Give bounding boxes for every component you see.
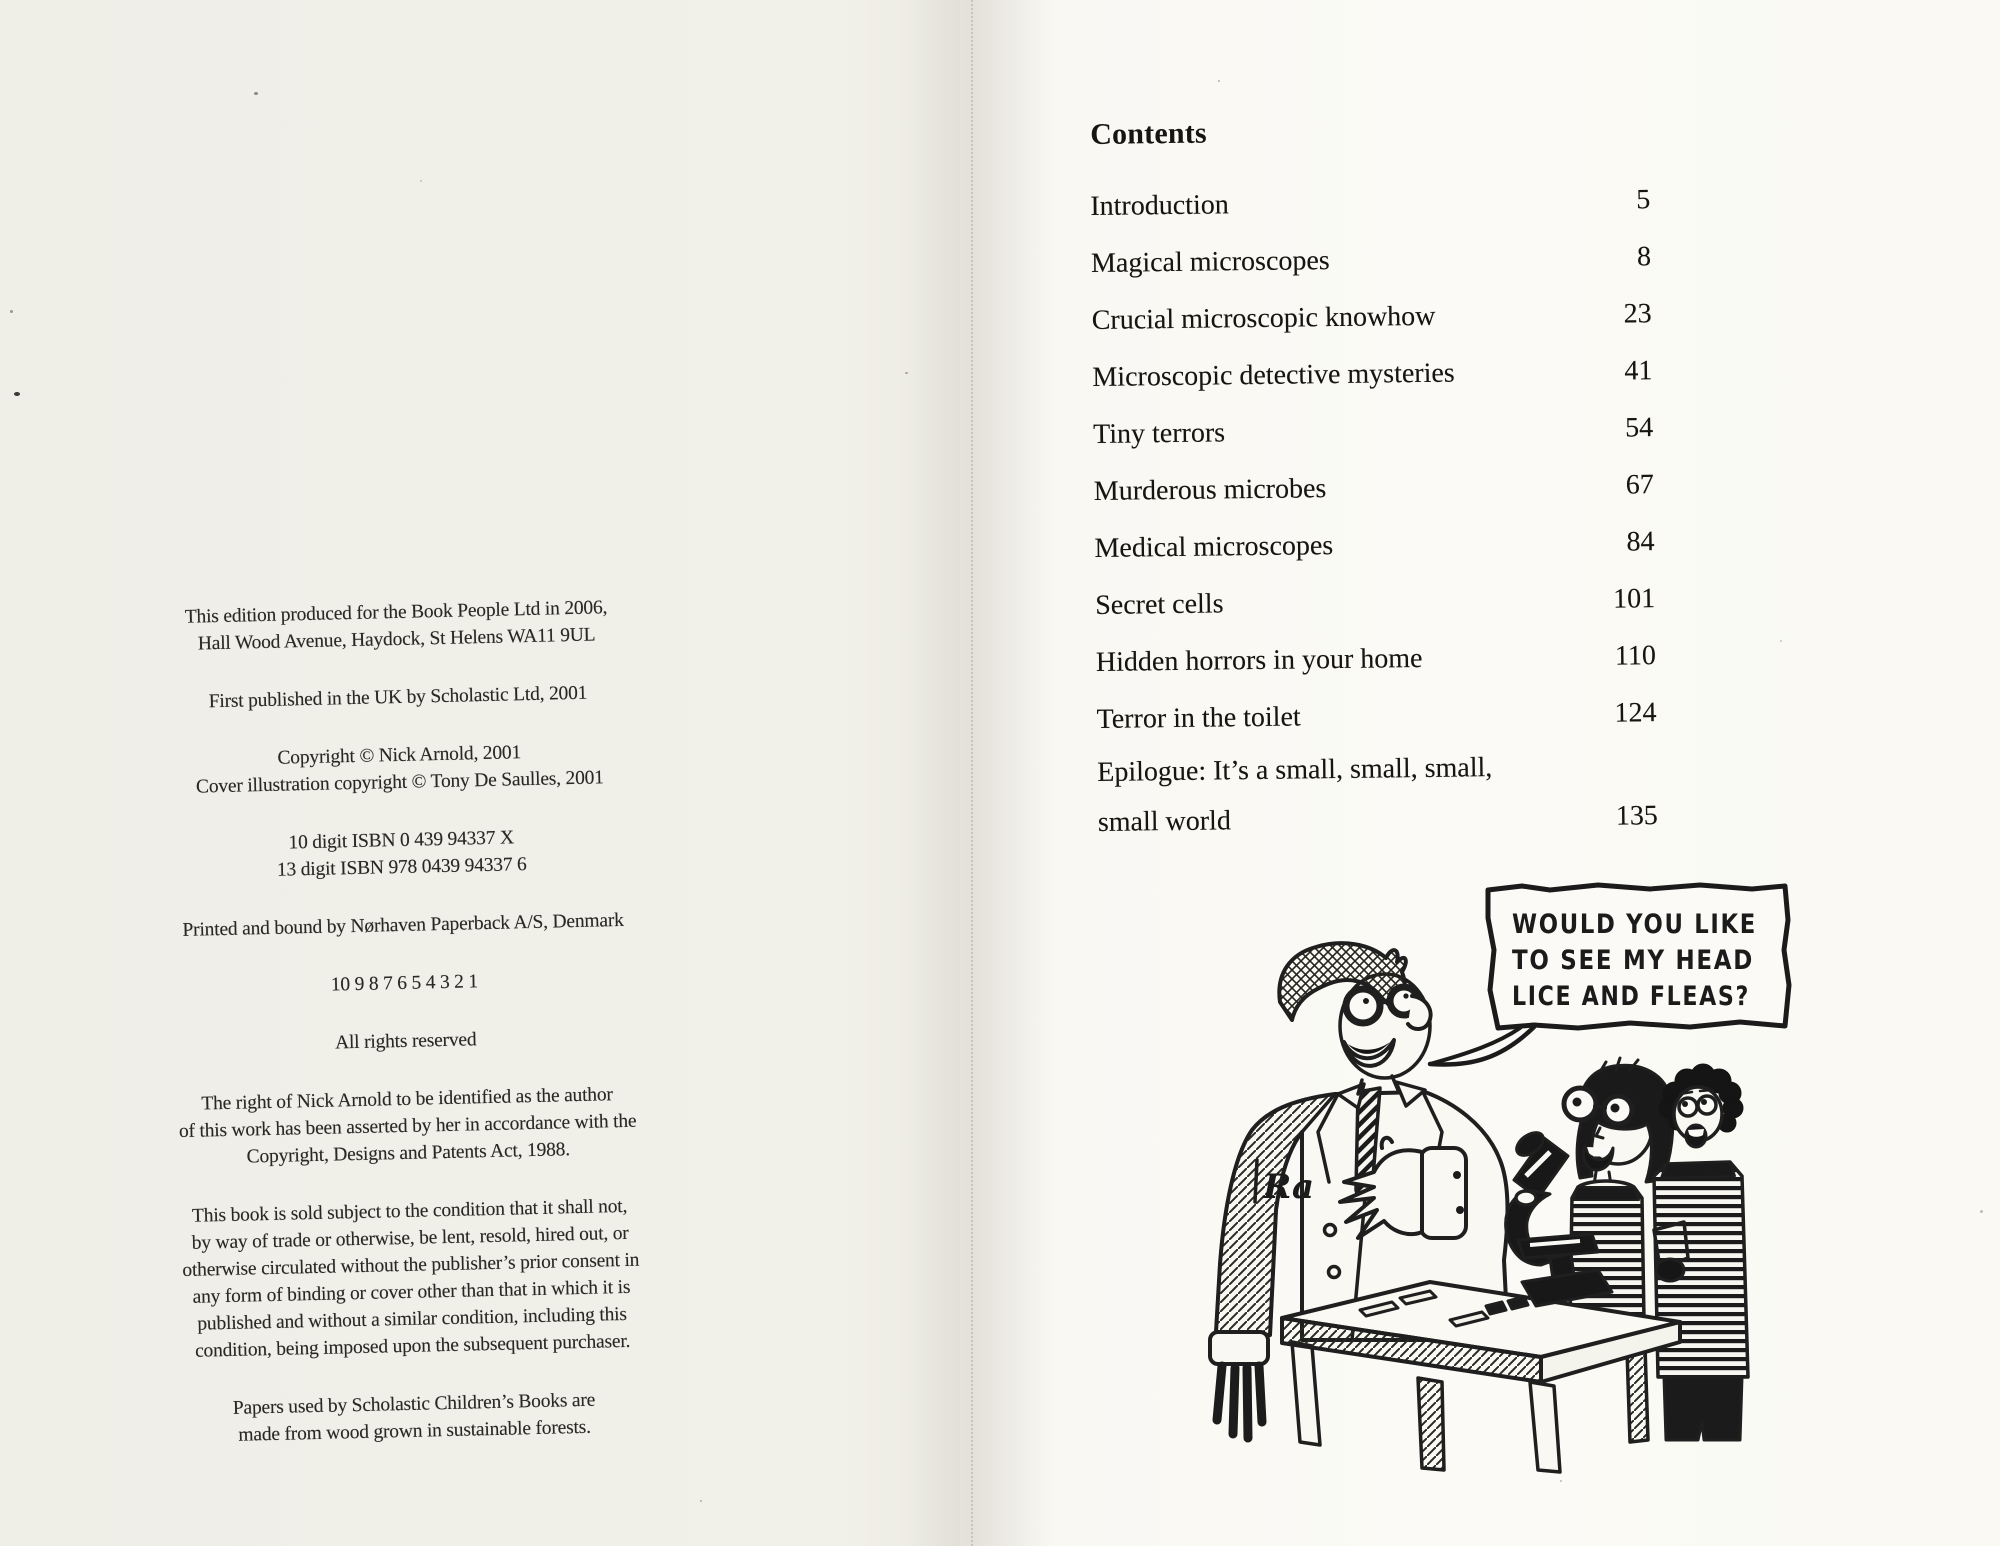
toc-row [1094, 513, 1655, 577]
toc-page-number: 23 [1623, 297, 1652, 329]
toc-label: Hidden horrors in your home [1095, 642, 1423, 678]
dust-speck [1218, 80, 1220, 82]
text-line: condition, being imposed upon the subsequent purchaser. [194, 1330, 631, 1362]
dust-speck [254, 92, 258, 95]
toc-page-number: 8 [1636, 240, 1652, 272]
toc-label: Murderous microbes [1093, 472, 1327, 507]
page-gutter-shadow [905, 0, 1055, 1546]
dust-speck [420, 180, 422, 182]
toc-label: Medical microscopes [1094, 529, 1334, 564]
toc-page-number: 110 [1614, 639, 1657, 672]
text-line: Printed and bound by Nørhaven Paperback A/S, Denmark [182, 909, 624, 941]
contents-title: Contents [1090, 116, 1208, 151]
dust-speck [1780, 640, 1782, 642]
toc-row [1092, 342, 1653, 406]
speech-bubble [1430, 885, 1789, 1065]
text-line: Hall Wood Avenue, Haydock, St Helens WA11 9UL [197, 624, 596, 655]
text-line: made from wood grown in sustainable forests. [238, 1416, 591, 1446]
text-line: The right of Nick Arnold to be identified as the author [201, 1084, 613, 1115]
speech-text-line: TO SEE MY HEAD [1512, 945, 1754, 976]
text-line: All rights reserved [334, 1029, 477, 1054]
toc-row [1093, 399, 1654, 463]
toc-page-number: 5 [1636, 183, 1651, 215]
text-line: 13 digit ISBN 978 0439 94337 6 [276, 854, 527, 881]
toc-row [1096, 627, 1657, 691]
copyright-page-text [75, 561, 735, 1483]
speech-text-line: LICE AND FLEAS? [1512, 981, 1750, 1012]
toc-label: Secret cells [1095, 587, 1224, 621]
text-line: Papers used by Scholastic Children’s Books are [232, 1389, 596, 1419]
toc-label: Magical microscopes [1090, 244, 1330, 279]
toc-label: small world [1097, 805, 1232, 838]
text-line: Copyright © Nick Arnold, 2001 [277, 742, 522, 769]
svg-text:Ra: Ra [1263, 1167, 1315, 1207]
toc-label: Tiny terrors [1092, 416, 1226, 450]
toc-row [1096, 684, 1657, 748]
toc-label: Introduction [1090, 188, 1229, 222]
dust-speck [905, 372, 908, 374]
toc-page-number [1597, 766, 1657, 767]
toc-page-number: 135 [1615, 800, 1659, 832]
text-line: any form of binding or cover other than that in which it is [192, 1276, 631, 1308]
toc-label: Crucial microscopic knowhow [1091, 300, 1436, 336]
speech-text-line: WOULD YOU LIKE [1512, 909, 1757, 940]
toc-page-number: 84 [1626, 525, 1655, 557]
toc-label: Microscopic detective mysteries [1092, 357, 1455, 393]
table [1282, 1282, 1680, 1472]
dust-speck [14, 392, 20, 396]
toc-row [1095, 570, 1656, 634]
text-line: First published in the UK by Scholastic Ltd, 2001 [208, 682, 588, 713]
toc-page-number: 124 [1614, 696, 1657, 729]
toc-row [1090, 171, 1651, 235]
text-line: Cover illustration copyright © Tony De Saulles, 2001 [195, 767, 604, 798]
toc-page-number: 54 [1624, 411, 1654, 443]
toc-label: Terror in the toilet [1096, 700, 1301, 735]
text-line: otherwise circulated without the publisher’s prior consent in [182, 1249, 640, 1282]
toc-row [1091, 285, 1652, 349]
toc-page-number: 41 [1624, 354, 1653, 386]
toc-row [1097, 741, 1658, 798]
text-line: This book is sold subject to the condition that it shall not, [191, 1195, 628, 1227]
text-line: 10 9 8 7 6 5 4 3 2 1 [330, 971, 479, 996]
text-line: by way of trade or otherwise, be lent, resold, hired out, or [191, 1222, 629, 1254]
text-line: This edition produced for the Book People Ltd in 2006, [184, 597, 608, 628]
text-line: published and without a similar condition, including this [197, 1303, 627, 1335]
toc-page-number: 101 [1612, 582, 1656, 615]
text-line: of this work has been asserted by her in accordance with the [178, 1110, 637, 1143]
dust-speck [1980, 1210, 1983, 1213]
toc-row [1093, 456, 1654, 520]
toc-label: Epilogue: It’s a small, small, small, [1097, 752, 1493, 788]
text-line: Copyright, Designs and Patents Act, 1988. [246, 1139, 571, 1168]
dust-speck [700, 1500, 702, 1502]
dust-speck [10, 310, 13, 313]
toc-page-number: 67 [1625, 468, 1654, 500]
toc-row [1098, 791, 1659, 848]
text-line: 10 digit ISBN 0 439 94337 X [288, 827, 515, 854]
page-gutter-seam [971, 0, 973, 1546]
table-of-contents [1090, 171, 1658, 848]
toc-row [1091, 228, 1652, 292]
cartoon-illustration [1130, 880, 1830, 1512]
